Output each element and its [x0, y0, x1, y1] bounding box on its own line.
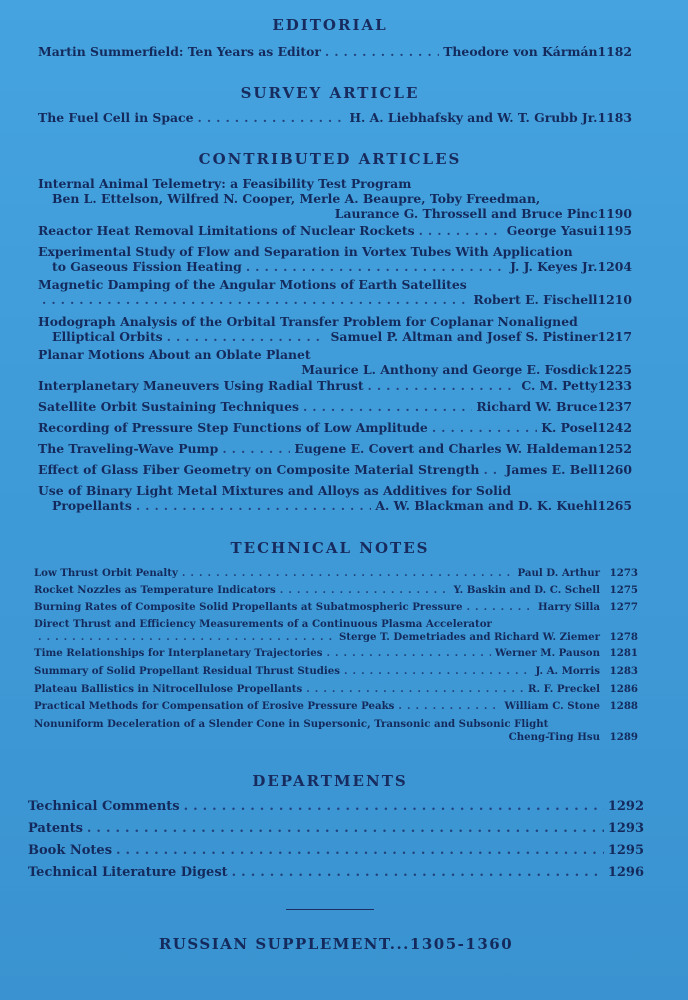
entry-page: 1281 — [609, 647, 638, 659]
entry-page: 1265 — [597, 498, 632, 513]
entry-page: 1289 — [609, 731, 638, 743]
entry-page: 1183 — [597, 110, 632, 125]
entry-page: 1293 — [607, 821, 644, 836]
entry-author: K. Posel — [541, 420, 598, 435]
toc-entry-contributed[interactable] — [38, 347, 632, 377]
entry-page: 1182 — [597, 44, 632, 59]
entry-title-continued: Propellants — [52, 498, 132, 513]
toc-entry-survey[interactable] — [38, 110, 632, 125]
entry-author: C. M. Petty — [521, 378, 598, 393]
leader-dots — [432, 420, 537, 435]
toc-entry-technical-note[interactable] — [34, 567, 638, 580]
leader-dots — [167, 329, 327, 344]
toc-entry-contributed[interactable] — [38, 244, 632, 274]
entry-title-continued: Ben L. Ettelson, Wilfred N. Cooper, Merle A. Beaupre, Toby Freedman, — [52, 191, 541, 206]
entry-author: A. W. Blackman and D. K. Kuehl — [375, 498, 598, 513]
entry-title: Direct Thrust and Efficiency Measurements of a Continuous Plasma Accelerator — [34, 618, 492, 630]
entry-author: Sterge T. Demetriades and Richard W. Ziemer — [338, 631, 600, 643]
entry-author: Werner M. Pauson — [495, 647, 600, 659]
toc-entry-technical-note[interactable] — [34, 618, 638, 644]
leader-dots — [326, 647, 491, 660]
entry-author: James E. Bell — [505, 462, 598, 477]
entry-page: 1204 — [597, 259, 632, 274]
toc-entry-editorial[interactable] — [38, 44, 632, 59]
entry-author: Samuel P. Altman and Josef S. Pistiner — [330, 329, 598, 344]
entry-title: Interplanetary Maneuvers Using Radial Thrust — [38, 378, 364, 393]
entry-author: J. J. Keyes Jr. — [510, 259, 598, 274]
entry-title: Magnetic Damping of the Angular Motions of Earth Satellites — [38, 277, 467, 292]
leader-dots — [306, 683, 524, 696]
entry-author: R. F. Preckel — [528, 683, 600, 695]
toc-entry-contributed[interactable] — [38, 483, 632, 513]
entry-title: Plateau Ballistics in Nitrocellulose Propellants — [34, 683, 303, 695]
entry-title: The Fuel Cell in Space — [38, 110, 194, 125]
leader-dots — [280, 584, 450, 597]
toc-entry-contributed[interactable] — [38, 441, 632, 456]
entry-title: Patents — [28, 821, 83, 836]
entry-page: 1278 — [609, 631, 638, 643]
entry-author: J. A. Morris — [535, 665, 600, 677]
leader-dots — [198, 110, 346, 125]
entry-author: Paul D. Arthur — [517, 567, 600, 579]
section-heading-departments: DEPARTMENTS — [252, 772, 408, 790]
toc-entry-technical-note[interactable] — [34, 683, 638, 696]
leader-dots — [184, 799, 604, 814]
entry-page: 1286 — [609, 683, 638, 695]
toc-entry-contributed[interactable] — [38, 277, 632, 307]
entry-page: 1237 — [597, 399, 632, 414]
entry-page: 1288 — [609, 700, 638, 712]
entry-title-continued: Elliptical Orbits — [52, 329, 163, 344]
divider-rule — [286, 909, 374, 910]
entry-page: 1277 — [609, 601, 638, 613]
entry-page: 1217 — [597, 329, 632, 344]
leader-dots — [325, 44, 439, 59]
entry-author: William C. Stone — [504, 700, 600, 712]
toc-entry-department[interactable] — [28, 865, 644, 880]
leader-dots — [232, 865, 604, 880]
entry-title: Use of Binary Light Metal Mixtures and Alloys as Additives for Solid — [38, 483, 512, 498]
entry-author: George Yasui — [506, 223, 598, 238]
leader-dots — [398, 700, 500, 713]
entry-author: Theodore von Kármán — [443, 44, 598, 59]
leader-dots — [182, 567, 514, 580]
entry-title-continued: to Gaseous Fission Heating — [52, 259, 242, 274]
entry-page: 1292 — [607, 799, 644, 814]
leader-dots — [222, 441, 290, 456]
toc-entry-technical-note[interactable] — [34, 665, 638, 678]
toc-entry-contributed[interactable] — [38, 378, 632, 393]
entry-page: 1225 — [597, 362, 632, 377]
entry-page: 1275 — [609, 584, 638, 596]
entry-page: 1233 — [597, 378, 632, 393]
entry-title: Experimental Study of Flow and Separation in Vortex Tubes With Application — [38, 244, 573, 259]
leader-dots — [483, 462, 501, 477]
entry-author: H. A. Liebhafsky and W. T. Grubb Jr. — [349, 110, 598, 125]
entry-page: 1210 — [597, 292, 632, 307]
leader-dots — [246, 259, 506, 274]
entry-title: Hodograph Analysis of the Orbital Transfer Problem for Coplanar Nonaligned — [38, 314, 578, 329]
entry-title: Burning Rates of Composite Solid Propellants at Subatmospheric Pressure — [34, 601, 463, 613]
leader-dots — [136, 498, 372, 513]
section-heading-technical-notes: TECHNICAL NOTES — [230, 539, 430, 557]
entry-page: 1273 — [609, 567, 638, 579]
entry-author: Laurance G. Throssell and Bruce Pinc — [334, 206, 598, 221]
entry-title: The Traveling-Wave Pump — [38, 441, 219, 456]
toc-entry-contributed[interactable] — [38, 420, 632, 435]
entry-author: Cheng-Ting Hsu — [508, 731, 600, 743]
entry-page: 1295 — [607, 843, 644, 858]
entry-title: Summary of Solid Propellant Residual Thrust Studies — [34, 665, 341, 677]
toc-entry-department[interactable] — [28, 799, 644, 814]
entry-page: 1242 — [597, 420, 632, 435]
entry-author: Eugene E. Covert and Charles W. Haldeman — [294, 441, 598, 456]
toc-entry-department[interactable] — [28, 821, 644, 836]
leader-dots — [368, 378, 518, 393]
entry-page: 1283 — [609, 665, 638, 677]
toc-entry-technical-note[interactable] — [34, 584, 638, 597]
entry-page: 1260 — [597, 462, 632, 477]
toc-entry-technical-note[interactable] — [34, 700, 638, 713]
entry-author: Richard W. Bruce — [476, 399, 598, 414]
entry-title: Recording of Pressure Step Functions of Low Amplitude — [38, 420, 428, 435]
entry-title: Satellite Orbit Sustaining Techniques — [38, 399, 299, 414]
russian-supplement-line[interactable]: RUSSIAN SUPPLEMENT...1305-1360 — [158, 935, 514, 953]
leader-dots — [42, 292, 469, 307]
entry-title: Technical Literature Digest — [28, 865, 228, 880]
leader-dots — [419, 223, 503, 238]
leader-dots — [344, 665, 531, 678]
section-heading-survey: SURVEY ARTICLE — [240, 84, 420, 102]
entry-page: 1296 — [607, 865, 644, 880]
entry-title: Internal Animal Telemetry: a Feasibility Test Program — [38, 176, 412, 191]
entry-title: Martin Summerfield: Ten Years as Editor — [38, 44, 321, 59]
toc-entry-contributed[interactable] — [38, 462, 632, 477]
toc-entry-technical-note[interactable] — [34, 647, 638, 660]
entry-title: Planar Motions About an Oblate Planet — [38, 347, 311, 362]
leader-dots — [303, 399, 472, 414]
entry-page: 1252 — [597, 441, 632, 456]
entry-title: Rocket Nozzles as Temperature Indicators — [34, 584, 276, 596]
entry-author: Robert E. Fischell — [473, 292, 598, 307]
leader-dots — [38, 631, 335, 644]
entry-title: Low Thrust Orbit Penalty — [34, 567, 178, 579]
entry-page: 1190 — [597, 206, 632, 221]
section-heading-editorial: EDITORIAL — [272, 16, 388, 34]
entry-page: 1195 — [597, 223, 632, 238]
entry-title: Effect of Glass Fiber Geometry on Composite Material Strength — [38, 462, 480, 477]
section-heading-contributed: CONTRIBUTED ARTICLES — [198, 150, 462, 168]
toc-entry-contributed[interactable] — [38, 399, 632, 414]
toc-entry-department[interactable] — [28, 843, 644, 858]
leader-dots — [116, 843, 604, 858]
entry-title: Practical Methods for Compensation of Erosive Pressure Peaks — [34, 700, 395, 712]
toc-entry-contributed[interactable] — [38, 176, 632, 221]
entry-author: Maurice L. Anthony and George E. Fosdick — [301, 362, 598, 377]
entry-author: Harry Silla — [538, 601, 600, 613]
leader-dots — [87, 821, 604, 836]
toc-entry-contributed[interactable] — [38, 223, 632, 238]
entry-title: Technical Comments — [28, 799, 180, 814]
toc-entry-technical-note[interactable] — [34, 718, 638, 744]
entry-title: Time Relationships for Interplanetary Trajectories — [34, 647, 323, 659]
entry-title: Nonuniform Deceleration of a Slender Cone in Supersonic, Transonic and Subsonic Flight — [34, 718, 549, 730]
toc-entry-contributed[interactable] — [38, 314, 632, 344]
entry-title: Book Notes — [28, 843, 113, 858]
entry-author: Y. Baskin and D. C. Schell — [453, 584, 600, 596]
leader-dots — [467, 601, 535, 614]
toc-entry-technical-note[interactable] — [34, 601, 638, 614]
entry-title: Reactor Heat Removal Limitations of Nuclear Rockets — [38, 223, 415, 238]
